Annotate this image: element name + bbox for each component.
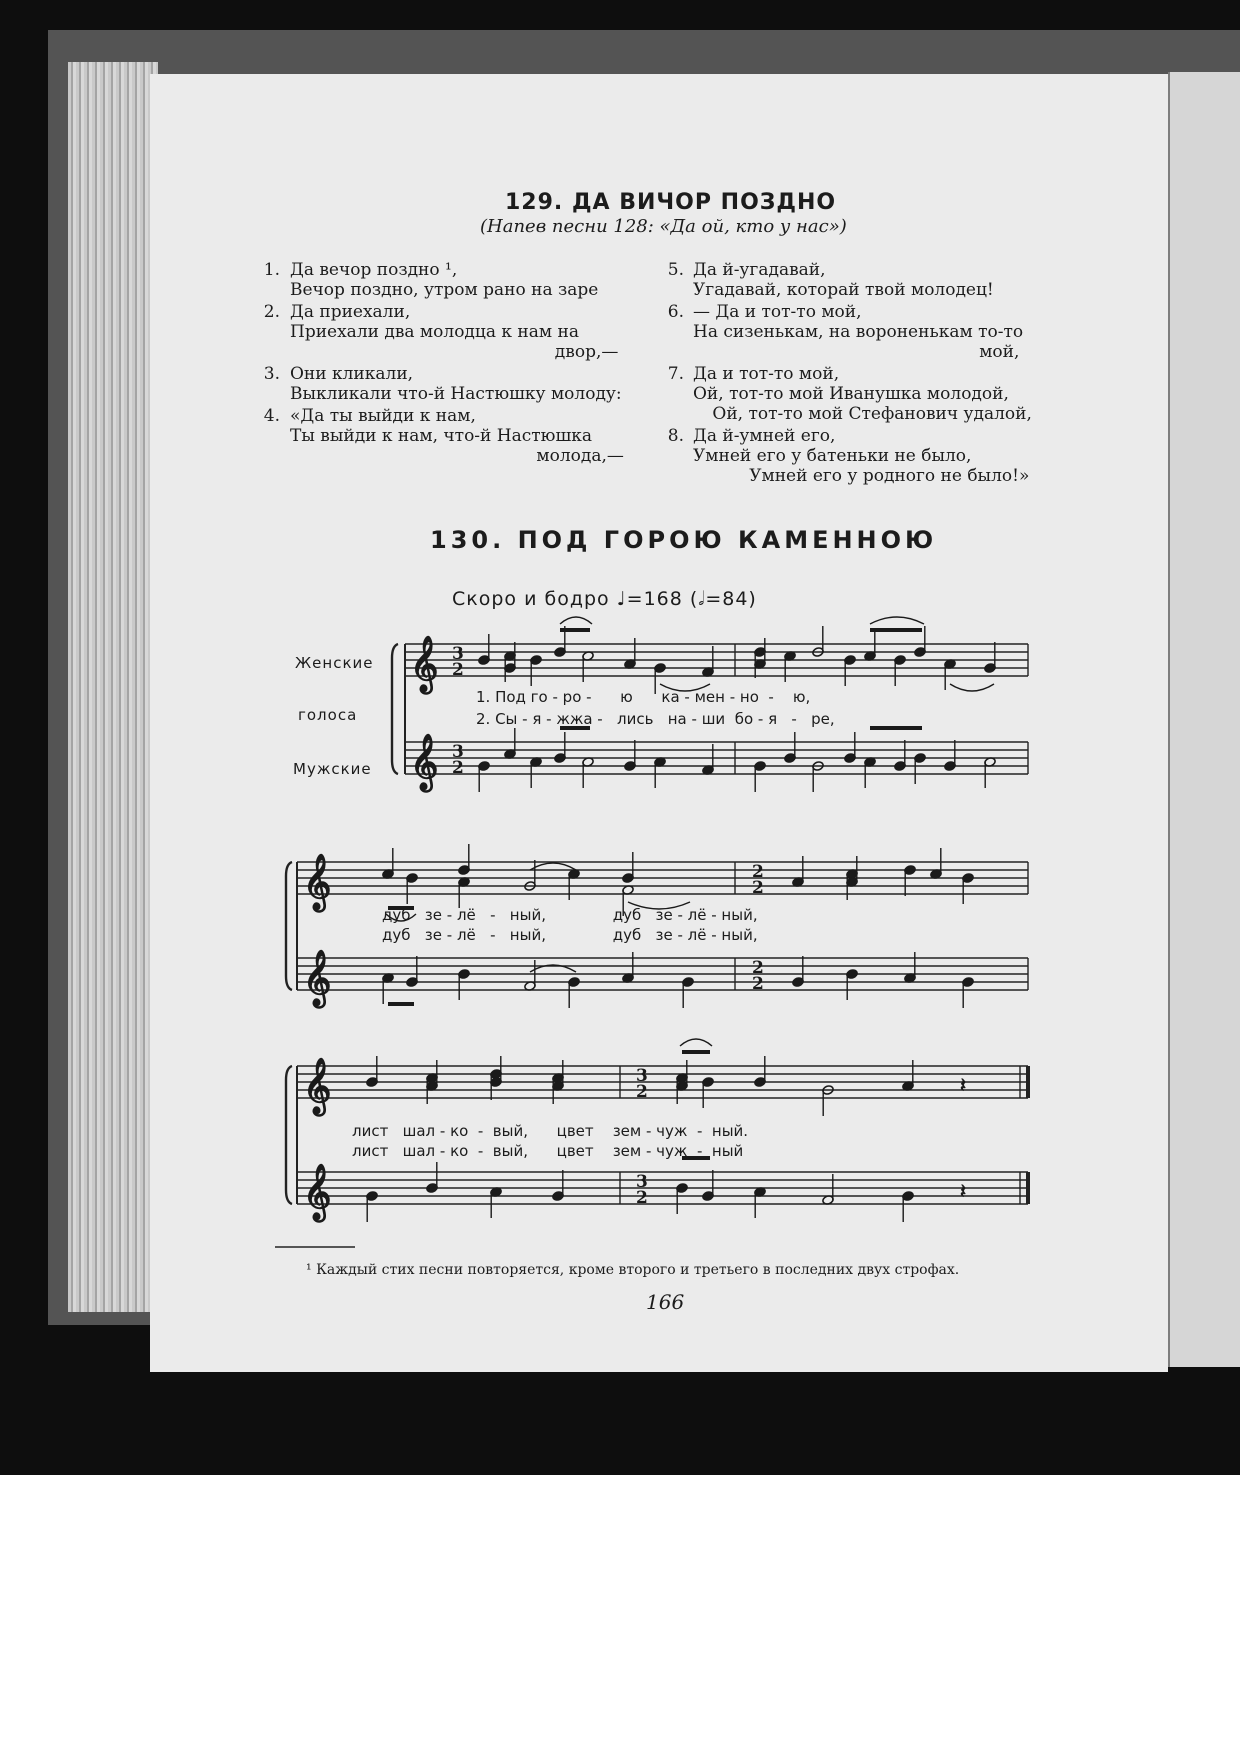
time-signature-top: 2: [752, 958, 764, 978]
verse-number: 4.: [263, 406, 280, 426]
verse-line: Ты выйди к нам, что-й Настюшка: [290, 426, 593, 446]
verse-line: Да й-угадавай,: [693, 260, 826, 280]
system1-lyric-verse1: 1. Под го - ро - ю ка - мен - но - ю,: [476, 688, 811, 706]
song-129-title: 129. ДА ВИЧОР ПОЗДНО: [505, 190, 837, 215]
system3-lyric-1: лист шал - ко - вый, цвет зем - чуж - ный.: [352, 1122, 749, 1140]
song-129-subtitle: (Напев песни 128: «Да ой, кто у нас»): [480, 216, 847, 237]
time-signature-top: 3: [452, 644, 464, 664]
system2-men-staff: [297, 958, 1028, 990]
system1-lyric-verse2: 2. Сы - я - жжа - лись на - ши бо - я - ре,: [476, 710, 835, 728]
footnote-rule: [275, 1246, 355, 1248]
voice-label-men: Мужские: [293, 760, 372, 778]
verse-number: 3.: [263, 364, 280, 384]
time-signature-top: 3: [636, 1066, 648, 1086]
voice-label-women: Женские: [295, 654, 374, 672]
time-signature-bottom: 2: [752, 974, 764, 994]
system2-lyric-1: дуб зе - лё - ный, дуб зе - лё - ный,: [382, 906, 758, 924]
slur: [950, 684, 994, 691]
system3-women-staff: [297, 1066, 1028, 1098]
system-brace: [286, 862, 292, 990]
verse-line: молода,—: [536, 446, 624, 466]
song-130-title: 130. ПОД ГОРОЮ КАМЕННОЮ: [430, 526, 938, 554]
rest: 𝄽: [960, 1073, 967, 1097]
verse-line: Ой, тот-то мой Стефанович удалой,: [712, 404, 1032, 424]
slur: [660, 684, 710, 691]
verse-number: 5.: [667, 260, 684, 280]
verse-line: двор,—: [554, 342, 619, 362]
system3-men-staff: [297, 1172, 1028, 1204]
verse-line: мой,: [979, 342, 1020, 362]
verse-line: На сизенькам, на вороненькам то-то: [693, 322, 1024, 342]
time-signature-top: 3: [452, 742, 464, 762]
tempo-marking: Скоро и бодро ♩=168 (𝅗𝅥=84): [452, 588, 757, 610]
verse-line: Вечор поздно, утром рано на заре: [290, 280, 599, 300]
footnote: ¹ Каждый стих песни повторяется, кроме второго и третьего в последних двух строфах.: [306, 1262, 960, 1278]
verse-line: Да вечор поздно ¹,: [290, 260, 458, 280]
verse-line: — Да и тот-то мой,: [693, 302, 862, 322]
slur: [530, 863, 576, 870]
slur: [870, 617, 924, 624]
verse-line: Выкликали что-й Настюшку молоду:: [290, 384, 622, 404]
system1-men-staff: [405, 742, 1028, 774]
system2-lyric-2: дуб зе - лё - ный, дуб зе - лё - ный,: [382, 926, 758, 944]
verse-line: Умней его у батеньки не было,: [693, 446, 972, 466]
system-brace: [286, 1066, 292, 1204]
verse-line: Да приехали,: [290, 302, 411, 322]
verse-number: 7.: [667, 364, 684, 384]
system1-women-staff: [405, 644, 1028, 676]
verse-line: Они кликали,: [290, 364, 414, 384]
time-signature-bottom: 2: [636, 1188, 648, 1208]
verse-line: Умней его у родного не было!»: [749, 466, 1030, 486]
verse-number: 2.: [263, 302, 280, 322]
treble-clef: 𝄞: [303, 950, 332, 1006]
slur: [628, 902, 690, 909]
slur: [386, 914, 416, 921]
verse-number: 6.: [667, 302, 684, 322]
verse-line: «Да ты выйди к нам,: [290, 406, 476, 426]
verse-number: 8.: [667, 426, 684, 446]
system-brace: [392, 644, 398, 774]
time-signature-top: 2: [752, 862, 764, 882]
rest: 𝄽: [960, 1179, 967, 1203]
verse-line: Ой, тот-то мой Иванушка молодой,: [693, 384, 1009, 404]
system3-lyric-2: лист шал - ко - вый, цвет зем - чуж - ный: [352, 1142, 744, 1160]
treble-clef: 𝄞: [410, 734, 439, 790]
treble-clef: 𝄞: [303, 854, 332, 910]
verse-line: Приехали два молодца к нам на: [290, 322, 579, 342]
time-signature-top: 3: [636, 1172, 648, 1192]
slur: [560, 617, 592, 624]
time-signature-bottom: 2: [752, 878, 764, 898]
treble-clef: 𝄞: [303, 1164, 332, 1220]
verse-line: Да и тот-то мой,: [693, 364, 840, 384]
page-number: 166: [646, 1290, 685, 1314]
time-signature-bottom: 2: [636, 1082, 648, 1102]
treble-clef: 𝄞: [303, 1058, 332, 1114]
time-signature-bottom: 2: [452, 660, 464, 680]
treble-clef: 𝄞: [410, 636, 439, 692]
time-signature-bottom: 2: [452, 758, 464, 778]
slur: [680, 1039, 712, 1046]
verse-line: Да й-умней его,: [693, 426, 836, 446]
verse-line: Угадавай, которай твой молодец!: [693, 280, 994, 300]
voice-label-voices: голоса: [298, 706, 358, 724]
verse-number: 1.: [263, 260, 280, 280]
